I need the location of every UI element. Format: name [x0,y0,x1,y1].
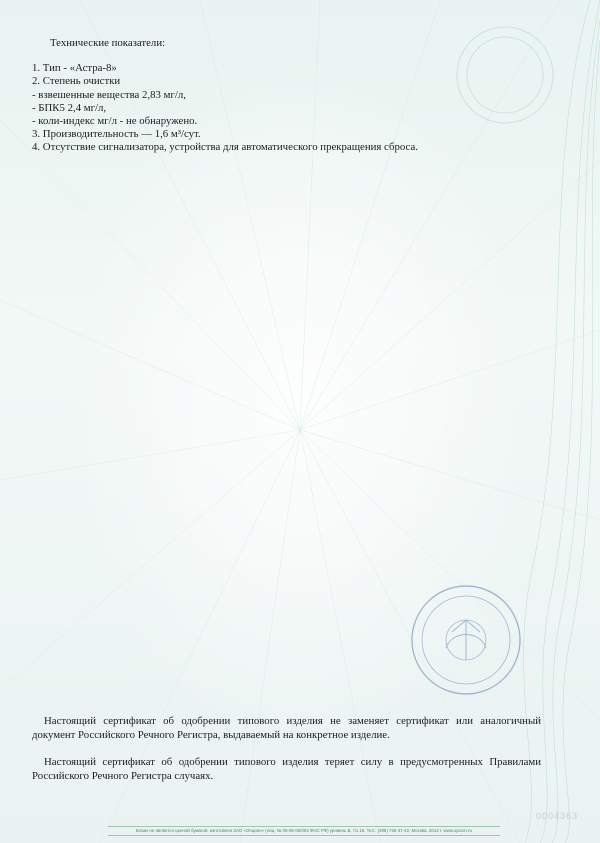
faded-seal-mark [457,27,553,123]
printer-footer: Бланк не является ценной бумагой, изготовлен ЗАО «Опцион» (лиц. № 05-05-06/003 ФНС РФ) уровень В, т/з 16. Тел.: (495) 726-47-42, Москва, 2013 г. www.opcion.ru [108,826,500,836]
certificate-note-expiry: Настоящий сертификат об одобрении типового изделия теряет силу в предусмотренных Правилами Российского Речного Регистра случаях. [32,756,541,782]
spec-line: 1. Тип - «Астра-8» [32,62,117,75]
spec-line: 2. Степень очистки [32,75,121,88]
stamp-seal [412,586,520,694]
spec-line: - коли-индекс мг/л - не обнаружено. [32,115,198,128]
serial-number: 0004363 [535,811,578,821]
spec-line: - взвешенные вещества 2,83 мг/л, [32,88,186,101]
certificate-note-validity: Настоящий сертификат об одобрении типового изделия не заменяет сертификат или аналогичный документ Российского Речного Регистра, выдаваемый на конкретное изделие. [32,715,541,741]
spec-line: - БПК5 2,4 мг/л, [32,101,107,114]
spec-line: 3. Производительность — 1,6 м³/сут. [32,128,201,141]
technical-title: Технические показатели: [50,37,166,49]
spec-line: 4. Отсутствие сигнализатора, устройства для автоматического прекращения сброса. [32,141,418,154]
technical-specifications [32,37,462,155]
